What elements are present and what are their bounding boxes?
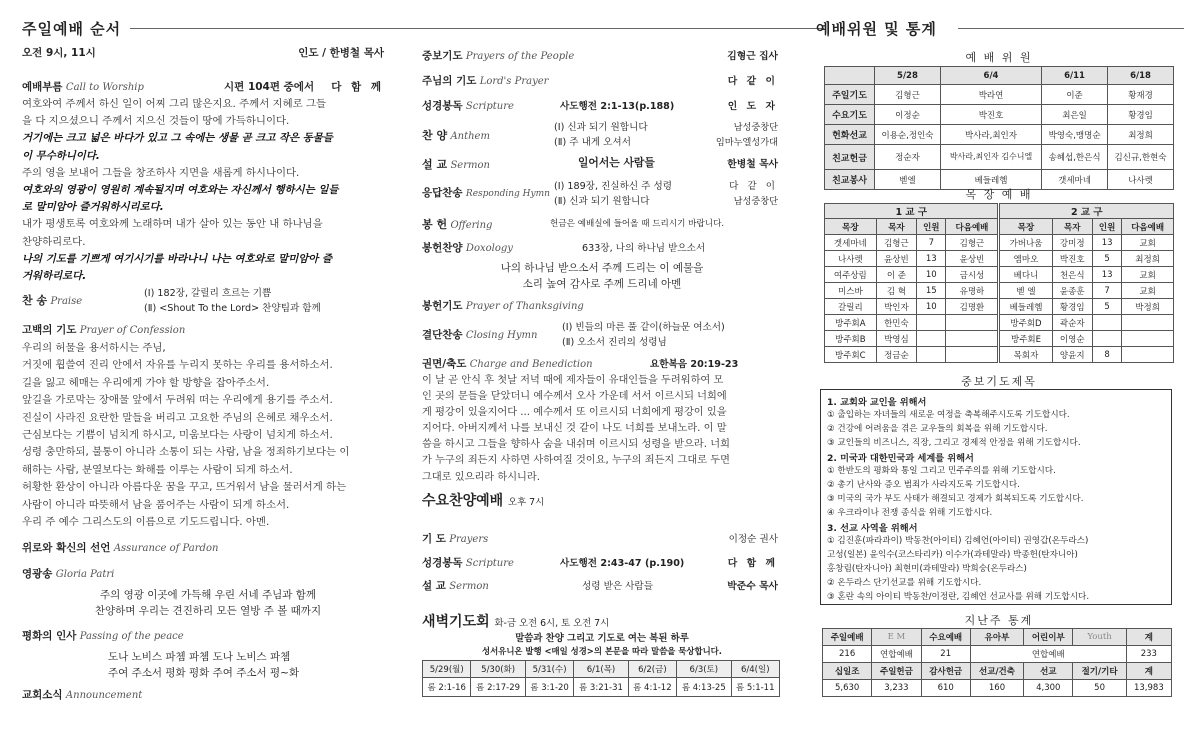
call-to-worship-text — [22, 96, 394, 285]
confession-line: 거짓에 휩쓸여 진리 안에서 자유를 누리지 못하는 우리를 용서하소서. — [22, 359, 333, 372]
pastoral-row — [825, 331, 1174, 347]
pastoral-cell — [1092, 331, 1121, 347]
committee-cell: 박영숙,맹명순 — [1042, 125, 1108, 145]
sermon-heading: 설 교 Sermon — [422, 158, 490, 171]
benediction-text — [422, 373, 782, 486]
call-line: 내가 평생토록 여호와께 노래하며 내가 살아 있는 동안 내 하나님을 — [22, 218, 323, 231]
pastoral-row — [825, 283, 1174, 299]
call-who: 다 함 께 — [331, 81, 384, 93]
dawn-day-cell: 6/1(목) — [574, 661, 628, 678]
prayer-item: 고성(일본) 윤익수(코스타리카) 이수가(과테말라) 박종헌(탄자니아) — [827, 550, 1078, 560]
wed-prayer-heading: 기 도 Prayers — [422, 533, 489, 545]
benediction-line: 그대로 있으리라 하시니라. — [422, 471, 540, 483]
benediction-heading: 권면/축도 Charge and Benediction — [422, 358, 593, 370]
dawn-day-cell: 5/31(수) — [525, 661, 573, 678]
pastoral-cell: 13 — [1092, 235, 1121, 251]
stats-offering-row — [823, 680, 1172, 697]
dawn-ref-cell: 롬 5:1-11 — [731, 678, 779, 697]
pastoral-header-cell: 목자 — [1052, 219, 1092, 235]
pastoral-cell: 13 — [917, 251, 946, 267]
call-line: 거워하리로다. — [22, 270, 87, 283]
peace-line-2: 주여 주소서 평화 평화 주여 주소서 평~화 — [108, 667, 300, 679]
dawn-day-cell: 5/30(화) — [471, 661, 525, 678]
wed-scripture-heading: 성경봉독 Scripture — [422, 557, 514, 569]
gloria-line-1: 주의 영광 이곳에 가득해 우린 서네 주님과 함께 — [99, 589, 317, 601]
pastoral-cell: 겟세마네 — [825, 235, 877, 251]
wed-sermon-title: 성령 받은 사람들 — [582, 581, 653, 592]
prayer-item: ② 총기 난사와 증오 범죄가 사라지도록 기도합시다. — [827, 480, 1020, 490]
anthem-item-2: (Ⅱ) 주 내게 오셔서 — [554, 137, 631, 148]
committee-cell: 박사라,최인자 — [940, 125, 1041, 145]
stats-cell: 13,983 — [1126, 680, 1171, 697]
pastoral-cell — [1122, 331, 1174, 347]
pastoral-cell: 미스바 — [825, 283, 877, 299]
wed-scripture-who: 다 함 께 — [727, 558, 778, 569]
stats-header-cell: 어린이부 — [1024, 629, 1073, 646]
pastoral-cell: 5 — [1092, 299, 1121, 315]
stats-header-cell: 감사헌금 — [921, 663, 970, 680]
people-prayer-heading: 중보기도 Prayers of the People — [422, 50, 575, 62]
pastoral-cell: 여주상림 — [825, 267, 877, 283]
pastoral-header-cell: 다음예배 — [946, 219, 999, 235]
confession-line: 길을 잃고 헤매는 우리에게 가야 할 방향을 잡아주소서. — [22, 376, 270, 389]
dawn-subtitle-1: 말씀과 찬양 그리고 기도로 여는 복된 하루 — [515, 633, 689, 644]
committee-cell: 황재경 — [1108, 85, 1174, 105]
stats-cell: 21 — [921, 646, 970, 663]
pastoral-cell: 박인자 — [876, 299, 916, 315]
stats-cell: 50 — [1073, 680, 1126, 697]
prayer-item: ③ 교인들의 비즈니스, 직장, 그리고 경제적 안정을 위해 기도합시다. — [827, 438, 1081, 448]
pastoral-cell: 7 — [917, 235, 946, 251]
dawn-ref-cell: 롬 2:1-16 — [423, 678, 471, 697]
pastoral-group-row — [825, 204, 1174, 219]
dawn-ref-cell: 롬 4:13-25 — [677, 678, 731, 697]
dawn-ref-cell: 롬 4:1-12 — [628, 678, 676, 697]
district-2-header: 2 교 구 — [999, 204, 1174, 219]
committee-cell: 이용순,정인숙 — [875, 125, 941, 145]
pastoral-cell — [917, 347, 946, 363]
confession-heading: 고백의 기도 Prayer of Confession — [22, 324, 186, 336]
doxology-ref: 633장, 나의 하나님 받으소서 — [582, 243, 706, 254]
pastoral-cell: 5 — [1092, 251, 1121, 267]
pastoral-cell: 엠마오 — [999, 251, 1052, 267]
prayer-item: ② 온두라스 단기선교를 위해 기도합시다. — [827, 578, 982, 588]
gloria-line-2: 찬양하며 우리는 견진하리 모든 열방 주 볼 때까지 — [94, 605, 322, 617]
responding-who-1: 다 같 이 — [729, 181, 778, 192]
benediction-line: 게 평강이 있을지어다 ... 예수께서 또 이르시되 너희에게 평강이 있을 — [422, 407, 727, 419]
prayer-item: ① 김진훈(파라과이) 박동찬(아이티) 김혜언(아이티) 권영갑(온두라스) — [827, 536, 1089, 546]
pastoral-cell — [946, 315, 999, 331]
benediction-line: 지어다. 아버지께서 나를 보내신 것 같이 나도 너희를 보내노라. 이 말 — [422, 423, 727, 435]
stats-header-cell: 계 — [1126, 663, 1171, 680]
dawn-subtitle-2: 성서유니온 발행 <매일 성경>의 본문을 따라 말씀을 묵상합니다. — [482, 646, 722, 656]
pastoral-cell: 김 혁 — [876, 283, 916, 299]
committee-cell: 최정희 — [1108, 125, 1174, 145]
committee-table-title: 예 배 위 원 — [965, 51, 1033, 64]
committee-corner-cell — [825, 67, 875, 85]
confession-line: 사람이 아니라 따뜻해서 남을 품어주는 사람이 되게 하소서. — [22, 498, 290, 511]
wednesday-service-title: 수요찬양예배 오후 7시 — [422, 493, 545, 509]
pastoral-cell: 교회 — [1122, 283, 1174, 299]
call-to-worship-heading: 예배부름 Call to Worship — [22, 81, 144, 93]
pastoral-header-cell: 목장 — [825, 219, 877, 235]
dawn-day-cell: 6/4(일) — [731, 661, 779, 678]
dawn-schedule-table — [422, 660, 780, 697]
pastoral-cell: 나사렛 — [825, 251, 877, 267]
pastoral-cell: 박영심 — [876, 331, 916, 347]
doxology-heading: 봉헌찬양 Doxology — [422, 242, 513, 254]
committee-cell: 박진호 — [940, 105, 1041, 125]
confession-line: 성령 충만하되, 불통이 아니라 소통이 되는 사람, 남을 정죄하기보다는 이 — [22, 446, 350, 459]
pastoral-cell: 금시성 — [946, 267, 999, 283]
committee-cell: 베들레헴 — [940, 170, 1041, 190]
benediction-line: 씀을 하시고 그들을 향하사 숨을 내쉬며 이르시되 성령을 받으라. 너희 — [422, 439, 730, 451]
prayer-topics-box — [820, 389, 1172, 605]
responding-who-2: 남성중창단 — [733, 196, 778, 207]
call-line: 나의 기도를 기쁘게 여기시기를 바라나니 나는 여호와로 말미암아 즐 — [22, 252, 332, 265]
praise-heading: 찬 송 Praise — [22, 294, 83, 307]
dawn-refs-row — [423, 678, 780, 697]
confession-line: 허황한 환상이 아니라 아름다운 꿈을 꾸고, 뜨거워서 남을 물러서게 하는 — [22, 481, 347, 494]
dawn-day-cell: 5/29(월) — [423, 661, 471, 678]
prayer-section-heading: 1. 교회와 교인을 위해서 — [827, 397, 927, 408]
anthem-who-1: 남성중창단 — [733, 122, 778, 133]
committee-row — [825, 85, 1174, 105]
announcement-heading: 교회소식 Announcement — [22, 689, 143, 701]
committee-table — [824, 66, 1174, 190]
pastoral-cell: 교회 — [1122, 235, 1174, 251]
call-line: 을 다 지으셨으니 주께서 지으신 것들이 땅에 가득하니이다. — [22, 115, 290, 128]
pastoral-cell: 황경임 — [1052, 299, 1092, 315]
confession-line: 해하는 사람, 분열보다는 화해를 이루는 사람이 되게 하소서. — [22, 463, 293, 476]
pastoral-cell: 갈릴리 — [825, 299, 877, 315]
call-line: 여호와의 영광이 영원히 계속될지며 여호와는 자신께서 행하시는 일들 — [22, 184, 339, 197]
committee-cell: 나사렛 — [1108, 170, 1174, 190]
pastoral-row — [825, 267, 1174, 283]
committee-role-cell: 친교헌금 — [825, 145, 875, 170]
section-divider-right — [958, 28, 1184, 29]
pastoral-cell — [1122, 347, 1174, 363]
anthem-item-1: (Ⅰ) 신과 되기 원합니다 — [554, 122, 648, 133]
pastoral-cell — [1122, 315, 1174, 331]
committee-row — [825, 125, 1174, 145]
wed-sermon-who: 박준수 목사 — [727, 581, 778, 592]
pastoral-cell — [917, 315, 946, 331]
peace-heading: 평화의 인사 Passing of the peace — [22, 630, 184, 642]
dawn-day-cell: 6/3(토) — [677, 661, 731, 678]
prayer-box-title: 중보기도제목 — [961, 375, 1037, 388]
stats-cell: 연합예배 — [970, 646, 1126, 663]
stats-header-cell: 유아부 — [970, 629, 1023, 646]
dawn-ref-cell: 롬 3:1-20 — [525, 678, 573, 697]
pastoral-table — [824, 203, 1174, 363]
pastoral-cell — [917, 331, 946, 347]
pastoral-cell: 베다니 — [999, 267, 1052, 283]
pastoral-header-row — [825, 219, 1174, 235]
stats-cell: 233 — [1126, 646, 1171, 663]
gloria-heading: 영광송 Gloria Patri — [22, 568, 115, 580]
pastoral-row — [825, 235, 1174, 251]
scripture-ref: 사도행전 2:1-13(p.188) — [560, 101, 675, 112]
prayer-item: ② 건강에 어려움을 겪은 교우들의 회복을 위해 기도합시다. — [827, 424, 1048, 434]
stats-header-cell: Youth — [1073, 629, 1126, 646]
closing-hymn-2: (Ⅱ) 오소서 진리의 성령님 — [562, 337, 667, 348]
call-line: 찬양하리로다. — [22, 235, 86, 248]
prayer-section-heading: 2. 미국과 대한민국과 세계를 위해서 — [827, 453, 974, 464]
pastoral-cell: 방주회D — [999, 315, 1052, 331]
stats-header-cell: 십일조 — [823, 663, 872, 680]
call-line: 로 말미암아 즐거워하시리로다. — [22, 201, 164, 214]
call-line: 거기에는 크고 넓은 바다가 있고 그 속에는 생물 곧 크고 작은 동물들 — [22, 132, 333, 145]
stats-header-cell: 주일헌금 — [872, 663, 921, 680]
benediction-line: 이 날 곧 안식 후 첫날 저녁 때에 제자들이 유대인들을 두려워하여 모 — [422, 375, 724, 386]
scripture-who: 인 도 자 — [727, 101, 778, 112]
stats-header-cell: E M — [872, 629, 921, 646]
call-line: 주의 영을 보내어 그들을 창조하사 지면을 새롭게 하시나이다. — [22, 166, 300, 179]
pastoral-cell: 베들레헴 — [999, 299, 1052, 315]
pastoral-header-cell: 인원 — [917, 219, 946, 235]
pastoral-row — [825, 299, 1174, 315]
committee-cell: 박사라,최인자 김수니엘 — [940, 145, 1041, 170]
committee-role-cell: 수요기도 — [825, 105, 875, 125]
pastoral-cell: 한민숙 — [876, 315, 916, 331]
committee-cell: 이준 — [1042, 85, 1108, 105]
pastoral-row — [825, 315, 1174, 331]
pastoral-cell: 윤상빈 — [946, 251, 999, 267]
wed-prayer-who: 이정순 권사 — [728, 534, 778, 545]
dawn-ref-cell: 롬 3:21-31 — [574, 678, 628, 697]
committee-date-cell: 6/18 — [1108, 67, 1174, 85]
pastoral-cell: 방주회C — [825, 347, 877, 363]
prayer-item: ① 출입하는 자녀들의 새로운 여정을 축복해주시도록 기도합시다. — [827, 410, 1070, 420]
stats-table — [822, 628, 1172, 697]
closing-hymn-1: (Ⅰ) 빈들의 마른 풀 같이(하늘문 여소서) — [562, 322, 725, 333]
peace-line-1: 도나 노비스 파쳄 파쳄 도나 노비스 파쳄 — [108, 651, 291, 663]
pastoral-header-cell: 목장 — [999, 219, 1052, 235]
responding-hymn-1: (Ⅰ) 189장, 진실하신 주 성령 — [554, 181, 673, 192]
committee-header-row — [825, 67, 1174, 85]
pastoral-cell: 10 — [917, 299, 946, 315]
worship-order-title: 주일예배 순서 — [22, 20, 122, 38]
stats-header-cell: 수요예배 — [921, 629, 970, 646]
committee-cell: 벧엘 — [875, 170, 941, 190]
committee-cell: 정순자 — [875, 145, 941, 170]
confession-line: 우리의 허물을 용서하시는 주님, — [22, 342, 166, 354]
committee-role-cell: 주일기도 — [825, 85, 875, 105]
dawn-days-row — [423, 661, 780, 678]
service-leader: 인도 / 한병철 목사 — [298, 47, 384, 59]
confession-line: 근심보다는 기쁨이 넘치게 하시고, 미움보다는 사랑이 넘치게 하소서. — [22, 429, 333, 442]
confession-line: 앞길을 가로막는 장애물 앞에서 두려워 떠는 우리에게 용기를 주소서. — [22, 394, 333, 407]
confession-line: 우리 주 예수 그리스도의 이름으로 기도드립니다. 아멘. — [22, 516, 270, 529]
pastoral-cell: 김명환 — [946, 299, 999, 315]
pastoral-cell: 강미정 — [1052, 235, 1092, 251]
pastoral-cell: 10 — [917, 267, 946, 283]
committee-row — [825, 145, 1174, 170]
dawn-ref-cell: 롬 2:17-29 — [471, 678, 525, 697]
committee-row — [825, 105, 1174, 125]
pastoral-cell: 곽순자 — [1052, 315, 1092, 331]
pastoral-header-cell: 다음예배 — [1122, 219, 1174, 235]
pastoral-cell: 유명하 — [946, 283, 999, 299]
lords-prayer-heading: 주님의 기도 Lord's Prayer — [422, 75, 549, 87]
prayer-item: 홍창림(탄자니아) 최현미(과테말라) 박희숭(온두라스) — [827, 564, 1027, 574]
responding-hymn-heading: 응답찬송 Responding Hymn — [422, 187, 550, 199]
pastoral-cell: 방주회E — [999, 331, 1052, 347]
stats-cell: 연합예배 — [872, 646, 921, 663]
stats-header-cell: 선교/건축 — [970, 663, 1023, 680]
confession-line: 진실이 사라진 요란한 말들을 버리고 고요한 주님의 은혜로 채우소서. — [22, 411, 333, 424]
pastoral-header-cell: 목자 — [876, 219, 916, 235]
committee-cell: 최은일 — [1042, 105, 1108, 125]
committee-date-cell: 6/4 — [940, 67, 1041, 85]
committee-cell: 갯세마네 — [1042, 170, 1108, 190]
stats-cell: 216 — [823, 646, 872, 663]
pastoral-cell — [946, 331, 999, 347]
anthem-who-2: 임마누엘성가대 — [715, 137, 778, 148]
pastoral-cell: 방주회A — [825, 315, 877, 331]
pastoral-cell — [946, 347, 999, 363]
anthem-heading: 찬 양 Anthem — [422, 129, 490, 142]
section-divider — [130, 28, 824, 29]
pastoral-cell: 김형근 — [876, 235, 916, 251]
stats-header-cell: 절기/기타 — [1073, 663, 1126, 680]
committee-cell: 박라연 — [940, 85, 1041, 105]
pastoral-cell: 양윤지 — [1052, 347, 1092, 363]
offering-note: 헌금은 예배실에 들어올 때 드리시기 바랍니다. — [550, 219, 725, 229]
benediction-line: 인 곳의 문들을 닫았더니 예수께서 오사 가운데 서서 이르시되 너희에 — [422, 391, 727, 403]
committee-role-cell: 친교봉사 — [825, 170, 875, 190]
call-line: 여호와여 주께서 하신 일이 어찌 그리 많은지요. 주께서 지혜로 그들 — [22, 98, 327, 110]
service-time: 오전 9시, 11시 — [22, 47, 96, 59]
stats-header-cell: 선교 — [1024, 663, 1073, 680]
scripture-heading: 성경봉독 Scripture — [422, 100, 514, 112]
lords-prayer-who: 다 같 이 — [727, 76, 778, 87]
benediction-line: 가 누구의 죄든지 사하면 사하여질 것이요, 누구의 죄든지 그대로 두면 — [422, 455, 730, 467]
stats-header-cell: 계 — [1126, 629, 1171, 646]
pastoral-cell: 15 — [917, 283, 946, 299]
offering-heading: 봉 헌 Offering — [422, 218, 493, 231]
committee-date-cell: 6/11 — [1042, 67, 1108, 85]
pastoral-cell — [1092, 315, 1121, 331]
stats-cell: 5,630 — [823, 680, 872, 697]
pastoral-cell: 이영순 — [1052, 331, 1092, 347]
prayer-section-heading: 3. 선교 사역을 위해서 — [827, 523, 918, 534]
pastoral-cell: 김형근 — [946, 235, 999, 251]
stats-cell: 610 — [921, 680, 970, 697]
prayer-item: ① 한반도의 평화와 통일 그리고 민주주의를 위해 기도합시다. — [827, 466, 1056, 476]
committee-cell: 이정순 — [875, 105, 941, 125]
call-reference: 시편 104편 중에서 — [224, 81, 315, 93]
stats-offering-header — [823, 663, 1172, 680]
prayer-item: ④ 우크라이나 전쟁 종식을 위해 기도합시다. — [827, 508, 993, 518]
assurance-heading: 위로와 확신의 선언 Assurance of Pardon — [22, 542, 219, 554]
wed-sermon-heading: 설 교 Sermon — [422, 580, 489, 592]
pastoral-cell: 목회자 — [999, 347, 1052, 363]
pastoral-cell: 방주회B — [825, 331, 877, 347]
pastoral-cell: 정금순 — [876, 347, 916, 363]
pastoral-table-title: 목 장 예 배 — [965, 188, 1033, 201]
stats-attendance-row — [823, 646, 1172, 663]
pastoral-row — [825, 347, 1174, 363]
benediction-ref: 요한복음 20:19-23 — [650, 359, 739, 370]
pastoral-cell: 천은식 — [1052, 267, 1092, 283]
pastoral-cell: 윤상빈 — [876, 251, 916, 267]
pastoral-cell: 8 — [1092, 347, 1121, 363]
closing-hymn-heading: 결단찬송 Closing Hymn — [422, 329, 538, 341]
committee-stats-title: 예배위원 및 통계 — [816, 20, 937, 38]
doxology-line-2: 소리 높여 감사로 주께 드리네 아멘 — [522, 278, 682, 290]
committee-cell: 황경임 — [1108, 105, 1174, 125]
praise-item-1: (Ⅰ) 182장, 갈릴리 흐르는 기쁨 — [144, 288, 272, 299]
wed-scripture-ref: 사도행전 2:43-47 (p.190) — [560, 558, 685, 569]
pastoral-cell: 윤종훈 — [1052, 283, 1092, 299]
committee-cell: 송혜섭,한은식 — [1042, 145, 1108, 170]
stats-cell: 160 — [970, 680, 1023, 697]
committee-cell: 김형근 — [875, 85, 941, 105]
pastoral-cell: 박진호 — [1052, 251, 1092, 267]
doxology-line-1: 나의 하나님 받으소서 주께 드리는 이 예물을 — [500, 262, 704, 274]
praise-item-2: (Ⅱ) <Shout To the Lord> 찬양팀과 함께 — [144, 303, 321, 314]
stats-attendance-header — [823, 629, 1172, 646]
confession-text — [22, 340, 394, 531]
pastoral-cell: 최정희 — [1122, 251, 1174, 267]
pastoral-cell: 13 — [1092, 267, 1121, 283]
responding-hymn-2: (Ⅱ) 신과 되기 원합니다 — [554, 196, 650, 207]
district-1-header: 1 교 구 — [825, 204, 999, 219]
pastoral-cell: 교회 — [1122, 267, 1174, 283]
pastoral-header-cell: 인원 — [1092, 219, 1121, 235]
people-prayer-who: 김형근 집사 — [727, 51, 778, 62]
pastoral-row — [825, 251, 1174, 267]
thanksgiving-heading: 봉헌기도 Prayer of Thanksgiving — [422, 300, 584, 312]
committee-date-cell: 5/28 — [875, 67, 941, 85]
stats-header-cell: 주일예배 — [823, 629, 872, 646]
committee-cell: 김신규,한현숙 — [1108, 145, 1174, 170]
dawn-prayer-title: 새벽기도회 화-금 오전 6시, 토 오전 7시 — [422, 614, 610, 630]
pastoral-cell: 이 준 — [876, 267, 916, 283]
pastoral-cell: 박정희 — [1122, 299, 1174, 315]
stats-cell: 4,300 — [1024, 680, 1073, 697]
pastoral-cell: 7 — [1092, 283, 1121, 299]
committee-role-cell: 헌화선교 — [825, 125, 875, 145]
prayer-item: ③ 미국의 국가 부도 사태가 해결되고 경제가 회복되도록 기도합시다. — [827, 494, 1084, 504]
prayer-item: ③ 혼란 속의 아이티 박동찬/이정란, 김혜언 선교사를 위해 기도합시다. — [827, 592, 1090, 602]
dawn-day-cell: 6/2(금) — [628, 661, 676, 678]
sermon-title: 일어서는 사람들 — [578, 156, 655, 169]
pastoral-cell: 가버나움 — [999, 235, 1052, 251]
stats-title: 지난주 통계 — [964, 614, 1034, 627]
call-line: 이 무수하니이다. — [22, 149, 100, 162]
stats-cell: 3,233 — [872, 680, 921, 697]
pastoral-cell: 벧 엘 — [999, 283, 1052, 299]
sermon-who: 한병철 목사 — [727, 159, 778, 170]
